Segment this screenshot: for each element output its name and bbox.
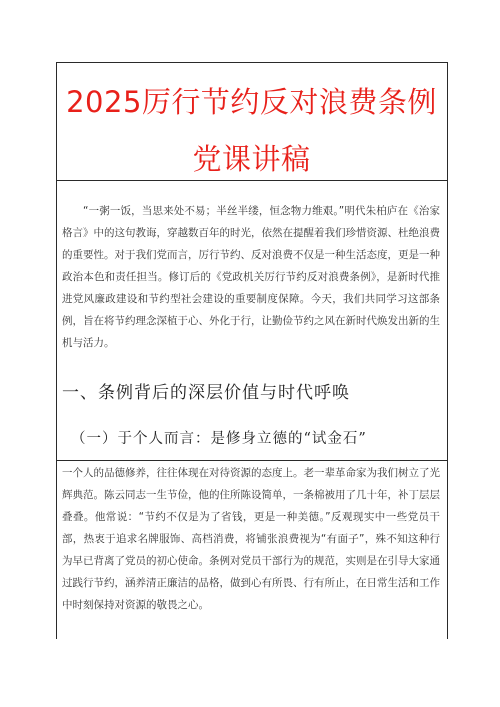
document-title: 2025厉行节约反对浪费条例 [66, 85, 437, 119]
intro-paragraph: “一粥一饭，当思来处不易；半丝半缕，恒念物力维艰。”明代朱柏庐在《治家格言》中的这句教诲，穿越数百年的时光，依然在提醒着我们珍惜资源、杜绝浪费的重要性。对于我们党而言，厉行节约、反对浪费不仅是一种生活态度，更是一种政治本色和责任担当。修订后的《党政机关厉行节约反对浪费条例》，是新时代推进党风廉政建设和节约型社会建设的重要制度保障。今天，我们共同学习这部条例，旨在将节约理念深植于心、外化于行，让勤俭节约之风在新时代焕发出新的生机与活力。 [62, 205, 440, 349]
divider-line [57, 180, 447, 181]
section-heading: 一、条例背后的深层价值与时代呼唤 [62, 383, 350, 403]
body-paragraph: 一个人的品德修养，往往体现在对待资源的态度上。老一辈革命家为我们树立了光辉典范。陈云同志一生节俭，他的住所陈设简单，一条棉被用了几十年，补丁层层叠叠。他常说：“节约不仅是为了省钱，更是一种美德。”反观现实中一些党员干部，热衷于追求名牌服饰、高档消费，将铺张浪费视为“有面子”，殊不知这种行为早已背离了党员的初心使命。条例对党员干部行为的规范，实则是在引导大家通过践行节约，涵养清正廉洁的品格，做到心有所畏、行有所止，在日常生活和工作中时刻保持对资源的敬畏之心。 [62, 467, 440, 611]
divider-line [57, 460, 447, 461]
subsection-heading: （一）于个人而言：是修身立德的“试金石” [71, 431, 367, 447]
document-title-line2: 党课讲稿 [192, 142, 311, 176]
